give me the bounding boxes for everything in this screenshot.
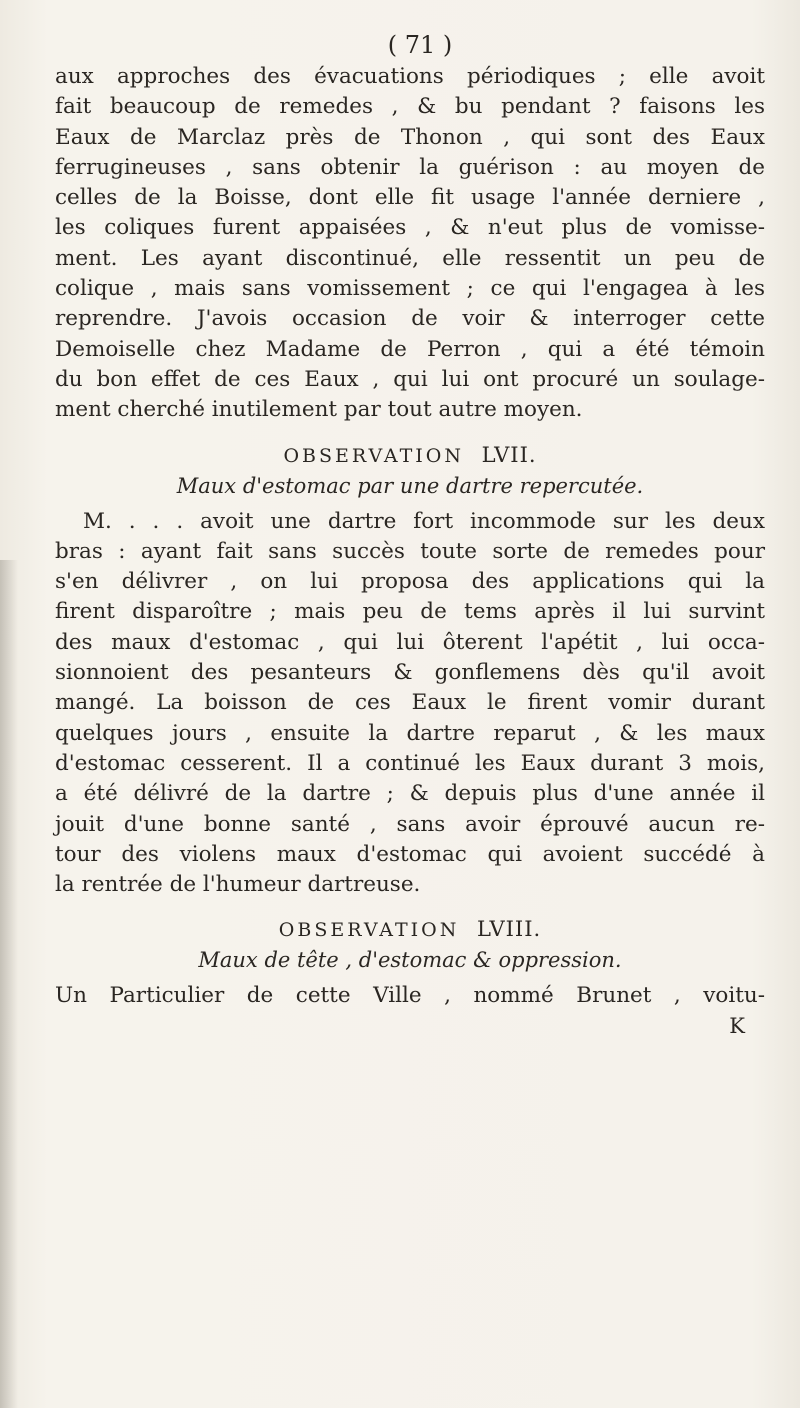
text-line: jouit d'une bonne santé , sans avoir éprouvé aucun re- (55, 811, 765, 837)
text-line: colique , mais sans vomissement ; ce qui l'engagea à les (55, 276, 765, 302)
text-line: reprendre. J'avois occasion de voir & interroger cette (55, 306, 765, 332)
text-line: Un Particulier de cette Ville , nommé Brunet , voitu- (55, 983, 765, 1009)
observation-57-title: Maux d'estomac par une dartre repercutée. (176, 473, 644, 498)
binding-shadow (0, 560, 18, 1408)
observation-58-title: Maux de tête , d'estomac & oppression. (198, 948, 622, 973)
text-line: aux approches des évacuations périodiques ; elle avoit (55, 64, 765, 89)
text-line: a été délivré de la dartre ; & depuis plus d'une année il (55, 781, 765, 807)
observation-label: OBSERVATION (283, 444, 464, 467)
text-line: ment cherché inutilement par tout autre moyen. (55, 397, 583, 423)
text-line: ferrugineuses , sans obtenir la guérison : au moyen de (55, 154, 765, 180)
text-line: bras : ayant fait sans succès toute sorte de remedes pour (55, 538, 765, 564)
text-line: Eaux de Marclaz près de Thonon , qui sont des Eaux (55, 124, 765, 150)
page-number: ( 71 ) (387, 31, 453, 59)
text-line: firent disparoître ; mais peu de tems après il lui survint (55, 599, 765, 625)
text-line: fait beaucoup de remedes , & bu pendant ? faisons les (55, 94, 765, 120)
observation-57-body (55, 507, 765, 901)
observation-57-heading (55, 440, 765, 471)
text-line: Demoiselle chez Madame de Perron , qui a été témoin (55, 336, 765, 362)
page-content (55, 28, 765, 1040)
text-line: des maux d'estomac , qui lui ôterent l'apétit , lui occa- (55, 629, 765, 655)
observation-number: LVII. (481, 442, 537, 467)
text-line: du bon effet de ces Eaux , qui lui ont procuré un soulage- (55, 366, 765, 392)
intro-paragraph (55, 62, 765, 426)
text-line: les coliques furent appaisées , & n'eut plus de vomisse- (55, 215, 765, 241)
observation-number: LVIII. (477, 917, 542, 942)
text-line: mangé. La boisson de ces Eaux le firent vomir durant (55, 690, 765, 716)
observation-label: OBSERVATION (278, 919, 460, 942)
text-line: ment. Les ayant discontinué, elle ressentit un peu de (55, 245, 765, 271)
text-line: sionnoient des pesanteurs & gonflemens dès qu'il avoit (55, 660, 765, 686)
text-line: quelques jours , ensuite la dartre reparut , & les maux (55, 720, 765, 746)
text-line: celles de la Boisse, dont elle fit usage l'année derniere , (55, 185, 765, 211)
text-line: la rentrée de l'humeur dartreuse. (55, 872, 421, 898)
text-line: tour des violens maux d'estomac qui avoient succédé à (55, 841, 765, 867)
text-line: s'en délivrer , on lui proposa des applications qui la (55, 569, 765, 595)
signature-mark: K (729, 1013, 745, 1038)
text-line: M. . . . avoit une dartre fort incommode sur les deux (83, 508, 765, 534)
text-line: d'estomac cesserent. Il a continué les Eaux durant 3 mois, (55, 750, 765, 776)
observation-58-body (55, 981, 765, 1011)
observation-58-heading (55, 914, 765, 945)
